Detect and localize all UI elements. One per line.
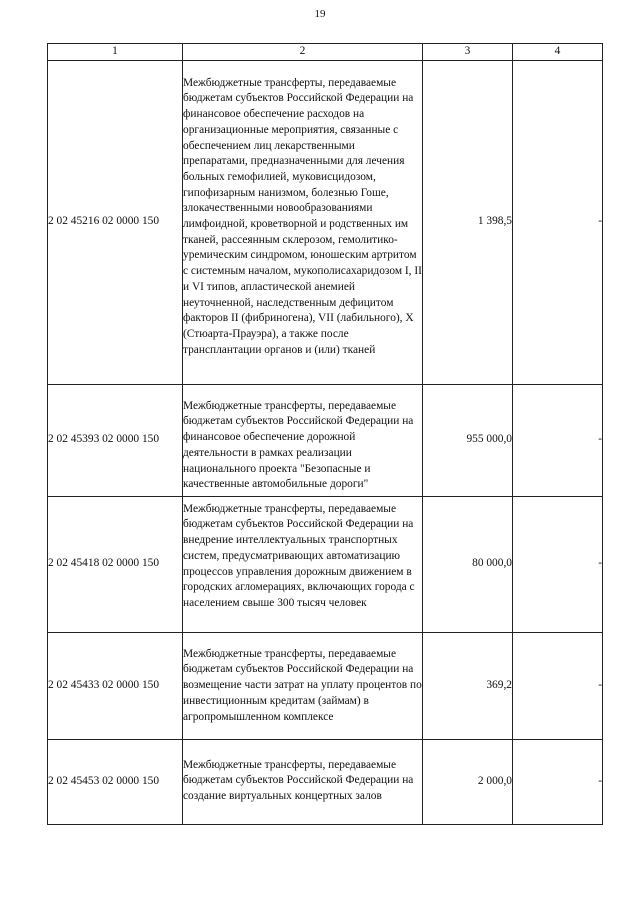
column-header: 1 [48, 44, 183, 61]
description-cell [183, 739, 423, 824]
description-text: Межбюджетные трансферты, передаваемые бюджетам субъектов Российской Федерации на внедрение интеллектуальных транспортных систем, предусматривающих автоматизацию процессов управления дорожным движением в городских агломерациях, включающих города с населением свыше 300 тысяч человек [183, 502, 415, 609]
column-4-value: - [513, 60, 603, 384]
description-cell [183, 384, 423, 496]
column-4-value: - [513, 632, 603, 739]
description-text: Межбюджетные трансферты, передаваемые бюджетам субъектов Российской Федерации на финансовое обеспечение дорожной деятельности в рамках реализации национального проекта "Безопасные и качественные автомобильные дороги" [183, 399, 414, 491]
revenue-code: 2 02 45418 02 0000 150 [48, 496, 183, 632]
description-text: Межбюджетные трансферты, передаваемые бюджетам субъектов Российской Федерации на возмещение части затрат на уплату процентов по инвестиционным кредитам (займам) в агропромышленном комплексе [183, 647, 422, 723]
amount-value: 1 398,5 [423, 60, 513, 384]
description-cell [183, 632, 423, 739]
revenue-code: 2 02 45433 02 0000 150 [48, 632, 183, 739]
page-number: 19 [314, 8, 326, 20]
amount-value: 369,2 [423, 632, 513, 739]
amount-value: 2 000,0 [423, 739, 513, 824]
column-header: 2 [183, 44, 423, 61]
table-header-row [48, 44, 603, 61]
revenue-code: 2 02 45453 02 0000 150 [48, 739, 183, 824]
column-header: 3 [423, 44, 513, 61]
budget-table [47, 43, 603, 825]
description-cell [183, 60, 423, 384]
table-row [48, 60, 603, 384]
description-text: Межбюджетные трансферты, передаваемые бюджетам субъектов Российской Федерации на финансовое обеспечение расходов на организационные мероприятия, связанные с обеспечением лиц лекарственными препаратами, предназначенными для лечения больных гемофилией, муковисцидозом, гипофизарным нанизмом, болезнью Гоше, злокачественными новообразованиями лимфоидной, кроветворной и родственных им тканей, рассеянным склерозом, гемолитико-уремическим синдромом, юношеским артритом с системным началом, мукополисахаридозом I, II и VI типов, апластической анемией неуточненной, наследственным дефицитом факторов II (фибриногена), VII (лабильного), X (Стюарта-Прауэра), а также после трансплантации органов и (или) тканей [183, 76, 422, 356]
amount-value: 955 000,0 [423, 384, 513, 496]
revenue-code: 2 02 45393 02 0000 150 [48, 384, 183, 496]
table-row [48, 384, 603, 496]
column-header: 4 [513, 44, 603, 61]
description-text: Межбюджетные трансферты, передаваемые бюджетам субъектов Российской Федерации на создание виртуальных концертных залов [183, 758, 414, 803]
description-cell [183, 496, 423, 632]
table-row [48, 739, 603, 824]
table-row [48, 632, 603, 739]
column-4-value: - [513, 496, 603, 632]
column-4-value: - [513, 739, 603, 824]
amount-value: 80 000,0 [423, 496, 513, 632]
table-row [48, 496, 603, 632]
revenue-code: 2 02 45216 02 0000 150 [48, 60, 183, 384]
column-4-value: - [513, 384, 603, 496]
